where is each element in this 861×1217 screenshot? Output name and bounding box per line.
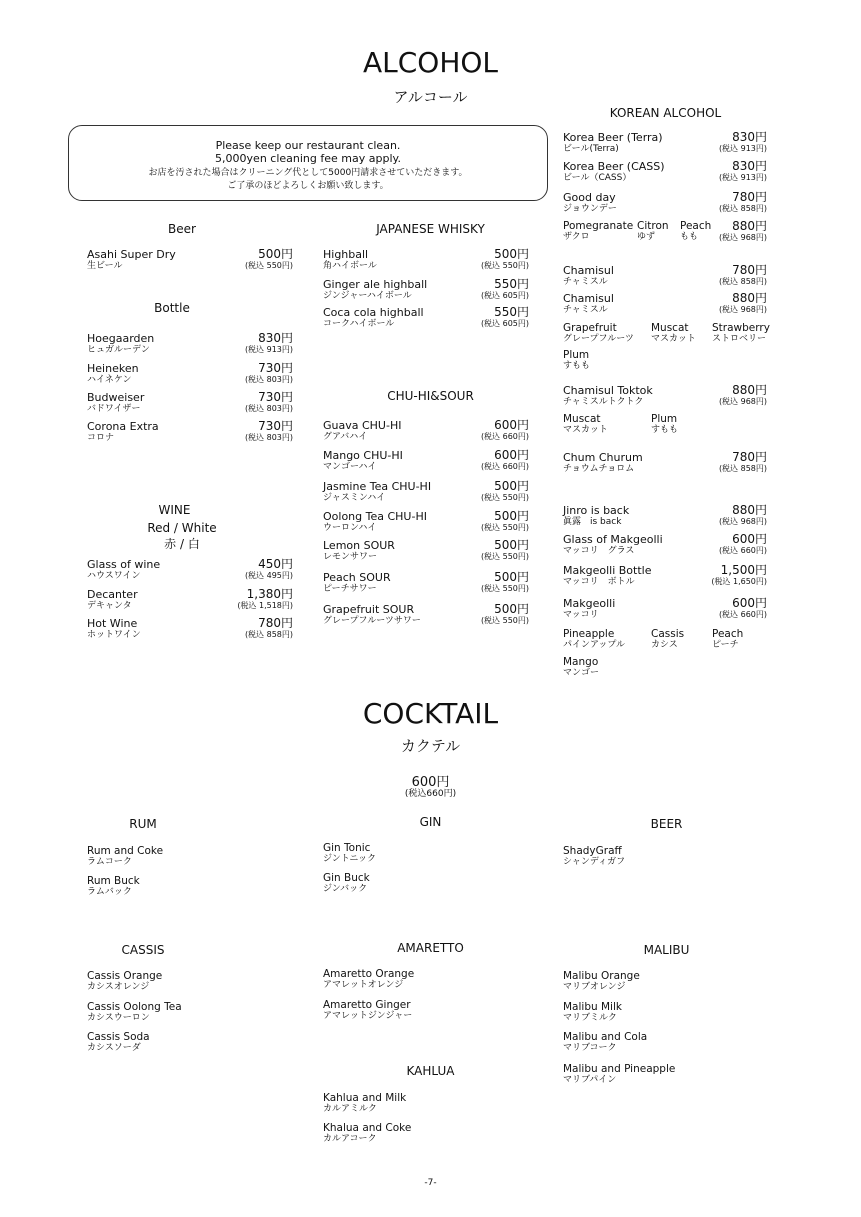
malibu-heading: MALIBU (643, 943, 690, 957)
item-name: Makgeolli (563, 597, 616, 610)
item-name: Ginger ale highball (323, 278, 428, 291)
item-name-jp: ヒュガルーデン (87, 345, 150, 355)
item-name-jp: カルアコーク (323, 1134, 377, 1144)
item-name: Khalua and Coke (323, 1122, 412, 1134)
item-name: Malibu Orange (563, 970, 640, 982)
item-name: Glass of wine (87, 558, 161, 571)
item-name-jp: マンゴーハイ (323, 462, 377, 472)
cocktail-price: 600円 (411, 775, 450, 790)
flavor-option (563, 220, 633, 243)
menu-item (323, 480, 529, 503)
item-name: Hoegaarden (87, 332, 155, 345)
menu-item (87, 420, 293, 443)
flavor-name: Pomegranate (563, 220, 634, 232)
cocktail-subtitle: カクテル (400, 737, 461, 755)
item-tax-price: (税込 803円) (244, 404, 293, 413)
item-tax-price: (税込 858円) (718, 464, 767, 473)
flavor-name: Strawberry (712, 322, 770, 334)
cocktail-item (323, 968, 414, 991)
cocktail-item (563, 1001, 622, 1024)
item-name: Rum Buck (87, 875, 140, 887)
flavor-option (651, 628, 684, 651)
item-name: Peach SOUR (323, 571, 391, 584)
cocktail-item (323, 1122, 411, 1145)
item-price: 500円 (494, 538, 529, 552)
item-tax-price: (税込 968円) (718, 305, 767, 314)
item-price: 1,380円 (246, 587, 293, 601)
item-name-jp: 生ビール (87, 261, 123, 271)
item-tax-price: (税込 660円) (718, 546, 767, 555)
item-name-jp: ジントニック (323, 854, 377, 864)
item-price: 880円 (732, 503, 767, 517)
menu-item (323, 571, 529, 594)
item-price: 830円 (732, 159, 767, 173)
bottle-heading: Bottle (154, 301, 190, 315)
item-name-jp: コークハイボール (323, 319, 395, 329)
item-tax-price: (税込 660円) (480, 432, 529, 441)
gin-heading: GIN (419, 815, 442, 829)
cocktail-item (87, 970, 162, 993)
flavor-option (637, 220, 669, 243)
item-price: 600円 (732, 532, 767, 546)
item-price: 880円 (732, 383, 767, 397)
cocktail-item (563, 1031, 647, 1054)
flavor-option (563, 413, 608, 436)
menu-item (323, 278, 529, 301)
menu-item (323, 306, 529, 329)
flavor-option (651, 322, 696, 345)
item-name: Heineken (87, 362, 139, 375)
item-name: Asahi Super Dry (87, 248, 176, 261)
cocktail-item (563, 970, 640, 993)
cocktail-item (87, 875, 140, 898)
flavor-name-jp: すもも (651, 425, 679, 435)
cocktail-item (563, 1063, 675, 1086)
flavor-name: Plum (563, 349, 590, 361)
menu-item (323, 248, 529, 271)
item-price: 780円 (732, 450, 767, 464)
menu-item (87, 588, 293, 611)
wine-subheading: Red / White (147, 521, 217, 535)
flavor-name: Plum (651, 413, 678, 425)
item-name: Gin Buck (323, 872, 370, 884)
flavor-name: Cassis (651, 628, 685, 640)
flavor-name-jp: マスカット (563, 425, 608, 435)
flavor-name-jp: ストロベリー (712, 334, 767, 344)
item-price: 500円 (494, 570, 529, 584)
menu-item (563, 191, 767, 214)
item-price: 780円 (258, 616, 293, 630)
item-tax-price: (税込 913円) (718, 173, 767, 182)
item-name-jp: カルアミルク (323, 1104, 377, 1114)
item-name-jp: コロナ (87, 433, 115, 443)
item-price: 830円 (732, 130, 767, 144)
flavor-option (680, 220, 711, 243)
flavor-name: Pineapple (563, 628, 615, 640)
flavor-name: Peach (712, 628, 744, 640)
item-price: 550円 (494, 305, 529, 319)
item-name: Glass of Makgeolli (563, 533, 663, 546)
item-name-jp: ウーロンハイ (323, 523, 377, 533)
item-price: 500円 (494, 247, 529, 261)
beer-cocktail-heading: BEER (650, 817, 683, 831)
item-tax-price: (税込 913円) (718, 144, 767, 153)
item-tax-price: (税込 550円) (244, 261, 293, 270)
flavor-option (712, 628, 743, 651)
item-name: Oolong Tea CHU-HI (323, 510, 427, 523)
cassis-heading: CASSIS (121, 943, 165, 957)
item-tax-price: (税込 495円) (244, 571, 293, 580)
item-name-jp: ジョウンデー (563, 204, 617, 214)
item-name-jp: マッコリ グラス (563, 546, 635, 556)
flavor-name-jp: ゆず (637, 232, 656, 242)
item-name: Malibu and Cola (563, 1031, 648, 1043)
wine-heading: WINE (158, 503, 191, 517)
item-name: Mango CHU-HI (323, 449, 403, 462)
item-tax-price: (税込 968円) (718, 397, 767, 406)
item-name-jp: マリブオレンジ (563, 982, 626, 992)
item-tax-price: (税込 550円) (480, 552, 529, 561)
menu-item (87, 248, 293, 271)
menu-item (87, 332, 293, 355)
item-price: 500円 (494, 509, 529, 523)
item-name: Cassis Soda (87, 1031, 150, 1043)
flavor-option (651, 413, 678, 436)
item-name: Chamisul (563, 264, 614, 277)
page-number: -7- (424, 1178, 437, 1188)
item-name-jp: チャミスルトクトク (563, 397, 644, 407)
item-name: Korea Beer (CASS) (563, 160, 665, 173)
item-price: 450円 (258, 557, 293, 571)
notice-line-2: 5,000yen cleaning fee may apply. (215, 152, 401, 165)
item-name: Chamisul Toktok (563, 384, 653, 397)
item-name: Gin Tonic (323, 842, 371, 854)
cocktail-item (87, 1031, 150, 1054)
item-price: 780円 (732, 190, 767, 204)
cocktail-item (323, 872, 370, 895)
item-tax-price: (税込 913円) (244, 345, 293, 354)
item-name: Chum Churum (563, 451, 643, 464)
item-name-jp: ピーチサワー (323, 584, 377, 594)
item-name: Jinro is back (563, 504, 630, 517)
menu-item (563, 504, 767, 527)
cocktail-item (563, 845, 625, 868)
item-name-jp: マリブコーク (563, 1043, 617, 1053)
korean-heading: KOREAN ALCOHOL (609, 106, 722, 120)
item-price: 550円 (494, 277, 529, 291)
item-name-jp: チャミスル (563, 277, 608, 287)
item-price: 730円 (258, 361, 293, 375)
item-tax-price: (税込 660円) (480, 462, 529, 471)
item-name-jp: ハウスワイン (87, 571, 141, 581)
item-name: Cassis Orange (87, 970, 163, 982)
item-name-jp: チョウムチョロム (563, 464, 635, 474)
item-name-jp: マッコリ ボトル (563, 577, 635, 587)
menu-item (87, 362, 293, 385)
item-name-jp: カシスソーダ (87, 1043, 141, 1053)
item-name: Cassis Oolong Tea (87, 1001, 182, 1013)
menu-item (87, 617, 293, 640)
item-name-jp: カシスオレンジ (87, 982, 150, 992)
item-name: Good day (563, 191, 616, 204)
alcohol-subtitle: アルコール (393, 88, 468, 106)
item-tax-price: (税込 550円) (480, 261, 529, 270)
item-tax-price: (税込 550円) (480, 493, 529, 502)
cocktail-item (323, 999, 412, 1022)
flavor-option (563, 322, 634, 345)
item-name: Guava CHU-HI (323, 419, 402, 432)
item-price: 500円 (494, 479, 529, 493)
item-name-jp: ビール（CASS） (563, 173, 632, 183)
cocktail-item (87, 1001, 182, 1024)
item-name: Decanter (87, 588, 138, 601)
menu-item (563, 131, 767, 154)
notice-line-3: お店を汚された場合はクリーニング代として5000円請求させていただきます。 (148, 168, 468, 178)
item-name-jp: マリブミルク (563, 1013, 617, 1023)
menu-item (563, 160, 767, 183)
flavor-name: Peach (680, 220, 712, 232)
item-name: Jasmine Tea CHU-HI (323, 480, 432, 493)
flavor-option (563, 656, 599, 679)
menu-item (323, 510, 529, 533)
cocktail-item (87, 845, 163, 868)
item-tax-price: (税込 858円) (718, 277, 767, 286)
notice-line-4: ご了承のほどよろしくお願い致します。 (227, 181, 389, 191)
beer-heading: Beer (168, 222, 196, 236)
item-name: Coca cola highball (323, 306, 424, 319)
cocktail-tax-price: (税込660円) (404, 789, 457, 799)
cleaning-notice (68, 125, 548, 201)
menu-item (563, 292, 767, 315)
item-name-jp: デキャンタ (87, 601, 132, 611)
menu-item (563, 533, 767, 556)
menu-item (323, 419, 529, 442)
item-name-jp: ビール(Terra) (563, 144, 619, 154)
item-name-jp: カシスウーロン (87, 1013, 150, 1023)
item-name: Lemon SOUR (323, 539, 395, 552)
item-name-jp: 角ハイボール (323, 261, 377, 271)
item-name-jp: マリブパイン (563, 1075, 617, 1085)
flavor-name-jp: マスカット (651, 334, 696, 344)
item-tax-price: (税込 1,518円) (237, 601, 293, 610)
item-tax-price: (税込 968円) (718, 233, 767, 242)
amaretto-heading: AMARETTO (397, 941, 464, 955)
flavor-name: Citron (637, 220, 669, 232)
alcohol-title: ALCOHOL (362, 46, 499, 79)
cocktail-item (323, 1092, 406, 1115)
item-tax-price: (税込 1,650円) (711, 577, 767, 586)
flavor-name-jp: ピーチ (712, 640, 739, 650)
item-tax-price: (税込 803円) (244, 375, 293, 384)
flavor-name-jp: マンゴー (563, 668, 600, 678)
whisky-heading: JAPANESE WHISKY (376, 222, 485, 236)
item-tax-price: (税込 803円) (244, 433, 293, 442)
item-name: Budweiser (87, 391, 145, 404)
item-price: 830円 (258, 331, 293, 345)
item-name-jp: バドワイザー (87, 404, 141, 414)
menu-item (563, 597, 767, 620)
item-name-jp: ジンジャーハイボール (323, 291, 412, 301)
item-name: Malibu and Pineapple (563, 1063, 676, 1075)
flavor-name: Muscat (651, 322, 689, 334)
item-tax-price: (税込 550円) (480, 584, 529, 593)
item-tax-price: (税込 858円) (244, 630, 293, 639)
item-price: 780円 (732, 263, 767, 277)
menu-item (323, 449, 529, 472)
menu-item (323, 603, 529, 626)
item-tax-price: (税込 660円) (718, 610, 767, 619)
menu-item (87, 391, 293, 414)
item-name-jp: アマレットジンジャー (323, 1011, 413, 1021)
item-name: Amaretto Ginger (323, 999, 411, 1011)
item-name-jp: ラムコーク (87, 857, 132, 867)
item-name-jp: シャンディガフ (563, 857, 626, 867)
item-name-jp: レモンサワー (323, 552, 378, 562)
menu-item (87, 558, 293, 581)
item-name: Highball (323, 248, 369, 261)
cocktail-title: COCKTAIL (362, 697, 499, 730)
item-tax-price: (税込 605円) (480, 319, 529, 328)
item-name: Malibu Milk (563, 1001, 622, 1013)
item-price: 880円 (732, 291, 767, 305)
flavor-name: Mango (563, 656, 599, 668)
menu-item (563, 451, 767, 474)
item-name: Corona Extra (87, 420, 159, 433)
menu-item (563, 384, 767, 407)
item-name: ShadyGraff (563, 845, 622, 857)
kahlua-heading: KAHLUA (406, 1064, 455, 1078)
flavor-name: Grapefruit (563, 322, 617, 334)
flavor-name-jp: カシス (651, 640, 678, 650)
item-name: Korea Beer (Terra) (563, 131, 663, 144)
item-name-jp: 眞露 is back (563, 517, 622, 527)
item-name-jp: チャミスル (563, 305, 608, 315)
menu-item (563, 564, 767, 587)
item-price: 500円 (258, 247, 293, 261)
item-price: 730円 (258, 390, 293, 404)
flavor-name-jp: もも (680, 232, 699, 242)
item-name-jp: マッコリ (563, 610, 599, 620)
item-name: Grapefruit SOUR (323, 603, 415, 616)
item-tax-price: (税込 550円) (480, 616, 529, 625)
item-tax-price: (税込 550円) (480, 523, 529, 532)
item-name-jp: ホットワイン (87, 630, 141, 640)
item-name: Hot Wine (87, 617, 138, 630)
flavor-option (563, 628, 625, 651)
item-name: Rum and Coke (87, 845, 164, 857)
item-price: 730円 (258, 419, 293, 433)
menu-item (323, 539, 529, 562)
item-name: Amaretto Orange (323, 968, 415, 980)
item-price: 600円 (494, 448, 529, 462)
item-name-jp: アマレットオレンジ (323, 980, 404, 990)
flavor-option (563, 349, 590, 372)
item-tax-price: (税込 858円) (718, 204, 767, 213)
menu-item (563, 264, 767, 287)
notice-line-1: Please keep our restaurant clean. (215, 139, 401, 152)
item-name: Chamisul (563, 292, 614, 305)
item-price: 880円 (732, 219, 767, 233)
flavor-name-jp: グレープフルーツ (563, 334, 634, 344)
item-name-jp: グアバハイ (323, 432, 368, 442)
rum-heading: RUM (129, 817, 157, 831)
cocktail-item (323, 842, 376, 865)
item-price: 500円 (494, 602, 529, 616)
chuhi-heading: CHU-HI&SOUR (387, 389, 474, 403)
item-price: 600円 (494, 418, 529, 432)
flavor-option (712, 322, 770, 345)
item-tax-price: (税込 605円) (480, 291, 529, 300)
flavor-name-jp: ザクロ (563, 232, 590, 242)
item-name-jp: グレープフルーツサワー (323, 616, 421, 626)
wine-subheading-jp: 赤 / 白 (164, 537, 200, 551)
item-name: Kahlua and Milk (323, 1092, 407, 1104)
flavor-name-jp: パインアップル (563, 640, 626, 650)
item-name-jp: ジャスミンハイ (323, 493, 386, 503)
item-price: 600円 (732, 596, 767, 610)
item-tax-price: (税込 968円) (718, 517, 767, 526)
flavor-name: Muscat (563, 413, 601, 425)
item-name-jp: ジンバック (323, 884, 368, 894)
flavor-name-jp: すもも (563, 361, 591, 371)
item-price: 1,500円 (720, 563, 767, 577)
item-name-jp: ハイネケン (87, 375, 132, 385)
item-name-jp: ラムバック (87, 887, 132, 897)
item-name: Makgeolli Bottle (563, 564, 652, 577)
